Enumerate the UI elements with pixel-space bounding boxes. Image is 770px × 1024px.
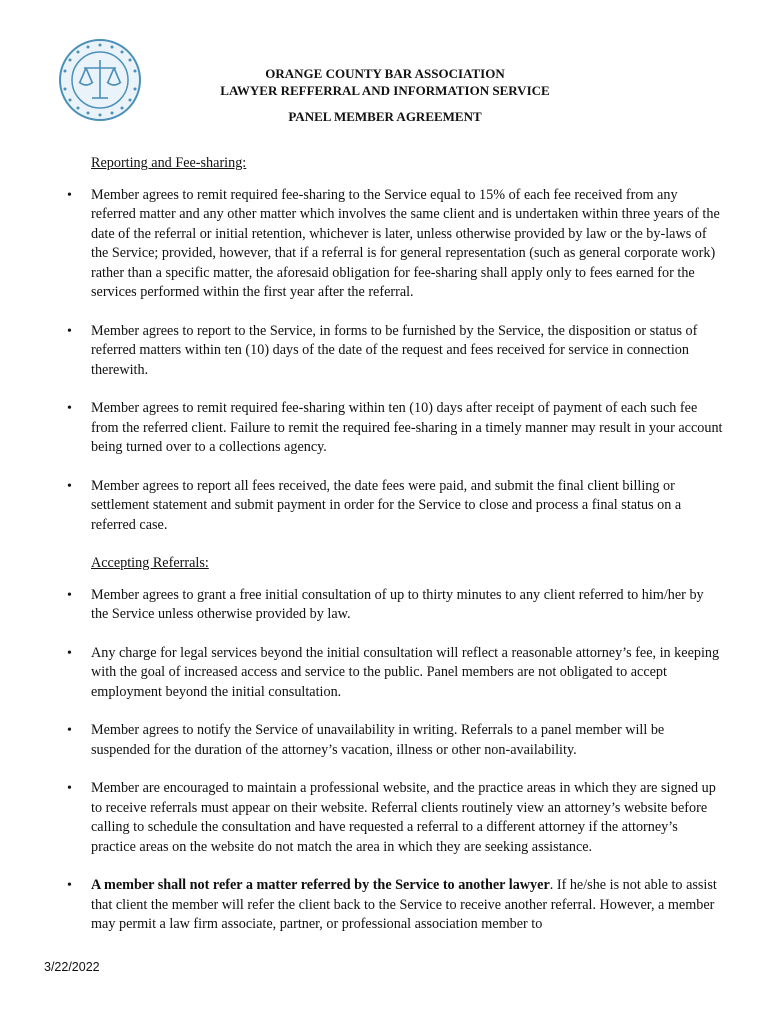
list-item: • Member agrees to remit required fee-sharing to the Service equal to 15% of each fee received from any referred matter and any other matter which involves the same client and is undertaken within three years of the date of the referral or initial retention, whichever is later, unless otherwise provided by law or the by-laws of the Service; provided, however, that if a referral is for general representation (such as general corporate work) rather than a specific matter, the aforesaid obligation for fee-sharing shall apply only to fees earned for the services performed within the first year after the referral. [67, 186, 720, 300]
section-heading-reporting: Reporting and Fee-sharing: [91, 155, 247, 171]
service-name: LAWYER REFFERRAL AND INFORMATION SERVICE [220, 83, 550, 98]
list-item: • Member agrees to notify the Service of unavailability in writing. Referrals to a panel member will be suspended for the duration of the attorney’s vacation, illness or other non-availability. [67, 722, 665, 758]
section-heading-referrals: Accepting Referrals: [91, 555, 209, 571]
bold-rule: A member shall not refer a matter referred by the Service to another lawyer [91, 877, 550, 893]
list-item: • Member agrees to grant a free initial consultation of up to thirty minutes to any client referred to him/her by the Service unless otherwise provided by law. [67, 586, 704, 622]
list-item: • Member agrees to report to the Service, in forms to be furnished by the Service, the disposition or status of referred matters within ten (10) days of the date of the request and fees received for service in connection therewith. [67, 322, 698, 378]
list-item: • Member agrees to remit required fee-sharing within ten (10) days after receipt of payment of each such fee from the referred client. Failure to remit the required fee-sharing in a timely manner may result in your account being turned over to a collections agency. [67, 400, 723, 455]
document-header [0, 65, 770, 99]
list-item: • Member agrees to report all fees received, the date fees were paid, and submit the final client billing or settlement statement and submit payment in order for the Service to close and process a final status on a referred case. [67, 477, 682, 533]
footer-date: 3/22/2022 [44, 960, 100, 974]
referrals-list [0, 586, 770, 935]
list-item: • Any charge for legal services beyond the initial consultation will reflect a reasonable attorney’s fee, in keeping with the goal of increased access and service to the public. Panel members are not obligated to accept employment beyond the initial consultation. [67, 644, 720, 700]
org-name: ORANGE COUNTY BAR ASSOCIATION [265, 66, 505, 81]
document-title: PANEL MEMBER AGREEMENT [288, 109, 482, 124]
reporting-list [0, 186, 770, 536]
list-item: • Member are encouraged to maintain a professional website, and the practice areas in which they are signed up to receive referrals must appear on their website. Referral clients routinely view an attorney’s website before calling to schedule the consultation and have requested a referral to a different attorney if the attorney’s practice areas on the website do not match the area in which they are seeking assistance. [67, 780, 716, 855]
agreement-body [0, 154, 770, 954]
list-item: • A member shall not refer a matter referred by the Service to another lawyer. If he/she is not able to assist that client the member will refer the client back to the Service to receive another referral. However, a member may permit a law firm associate, partner, or professional association member to [67, 877, 717, 932]
